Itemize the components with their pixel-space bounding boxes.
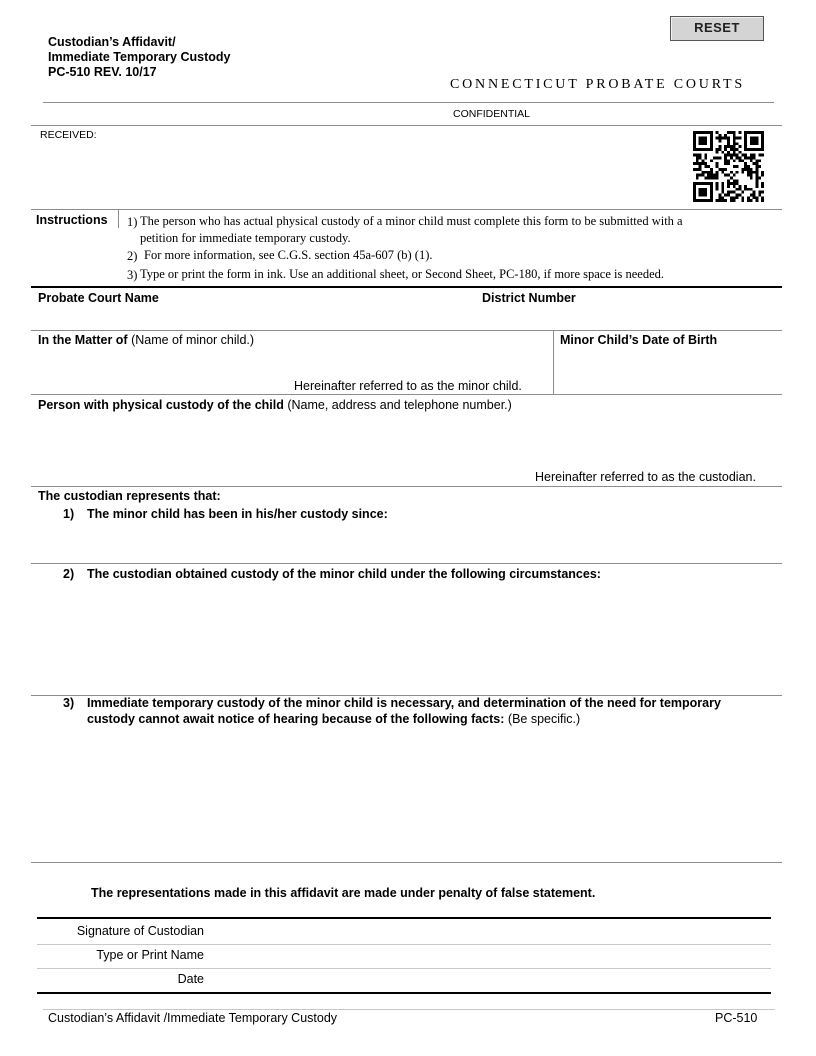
form-number: PC-510 REV. 10/17	[48, 65, 157, 79]
representation-3-line-2-bold: custody cannot await notice of hearing because of the following facts:	[87, 712, 505, 726]
custodian-bottom-rule	[31, 486, 782, 487]
representation-2-text: The custodian obtained custody of the minor child under the following circumstances:	[87, 567, 601, 581]
signature-bottom-rule	[37, 992, 771, 994]
court-name: CONNECTICUT PROBATE COURTS	[450, 77, 745, 92]
signature-top-rule	[37, 917, 771, 919]
matter-bottom-rule	[31, 394, 782, 395]
instructions-separator	[118, 210, 119, 228]
instruction-1-line-1: The person who has actual physical custody of a minor child must complete this form to be submitted with a	[140, 214, 683, 228]
representation-3-number: 3)	[63, 696, 75, 710]
representation-1-number: 1)	[63, 507, 75, 521]
in-the-matter-of-hint: (Name of minor child.)	[131, 333, 255, 347]
representations-intro: The custodian represents that:	[38, 489, 221, 503]
form-title-line-1: Custodian’s Affidavit/	[48, 35, 176, 49]
representation-3-line-2	[87, 712, 580, 726]
in-the-matter-of-label	[38, 333, 254, 347]
instructions-heading: Instructions	[36, 213, 108, 227]
instruction-3-text: Type or print the form in ink. Use an additional sheet, or Second Sheet, PC-180, if more space is needed.	[140, 267, 664, 281]
representation-2-number: 2)	[63, 567, 75, 581]
instructions-top-rule	[31, 209, 782, 210]
representation-1-bottom-rule	[31, 563, 782, 564]
custodian-label-bold: Person with physical custody of the child	[38, 398, 284, 412]
type-or-print-name-label: Type or Print Name	[96, 948, 204, 962]
court-bottom-rule	[31, 330, 782, 331]
probate-court-name-label: Probate Court Name	[38, 291, 159, 305]
received-top-rule	[31, 125, 782, 126]
representation-3-bottom-rule	[31, 862, 782, 863]
signature-row-rule	[37, 944, 771, 945]
date-label: Date	[177, 972, 204, 986]
footer-form-title: Custodian’s Affidavit /Immediate Temporary Custody	[48, 1011, 338, 1025]
custodian-label-hint: (Name, address and telephone number.)	[287, 398, 512, 412]
form-title-line-2: Immediate Temporary Custody	[48, 50, 231, 64]
instructions-bottom-rule	[31, 286, 782, 288]
dob-separator	[553, 331, 554, 395]
instruction-2-number: 2)	[127, 249, 138, 263]
instruction-3-number: 3)	[127, 268, 138, 282]
penalty-statement: The representations made in this affidavit are made under penalty of false statement.	[91, 886, 596, 900]
signature-of-custodian-label: Signature of Custodian	[76, 924, 204, 938]
district-number-label: District Number	[482, 291, 576, 305]
custodian-note: Hereinafter referred to as the custodian.	[535, 470, 756, 484]
minor-child-note: Hereinafter referred to as the minor child.	[294, 379, 522, 393]
representation-1-text: The minor child has been in his/her custody since:	[87, 507, 388, 521]
footer-rule	[43, 1009, 775, 1010]
representation-3-line-1: Immediate temporary custody of the minor child is necessary, and determination of the need for temporary	[87, 696, 721, 710]
footer-form-number: PC-510	[715, 1011, 758, 1025]
name-row-rule	[37, 968, 771, 969]
custodian-label	[38, 398, 512, 412]
instruction-1-number: 1)	[127, 215, 138, 229]
header-divider	[43, 102, 774, 103]
representation-3-line-2-hint: (Be specific.)	[507, 712, 581, 726]
minor-child-dob-label: Minor Child’s Date of Birth	[560, 333, 718, 347]
reset-button[interactable]: RESET	[670, 16, 764, 41]
instruction-2-text: For more information, see C.G.S. section 45a-607 (b) (1).	[144, 248, 433, 262]
confidential-label: CONFIDENTIAL	[453, 108, 531, 120]
in-the-matter-of-bold: In the Matter of	[38, 333, 128, 347]
instruction-1-line-2: petition for immediate temporary custody.	[140, 231, 351, 245]
qr-code	[693, 131, 764, 202]
received-label: RECEIVED:	[40, 129, 97, 141]
